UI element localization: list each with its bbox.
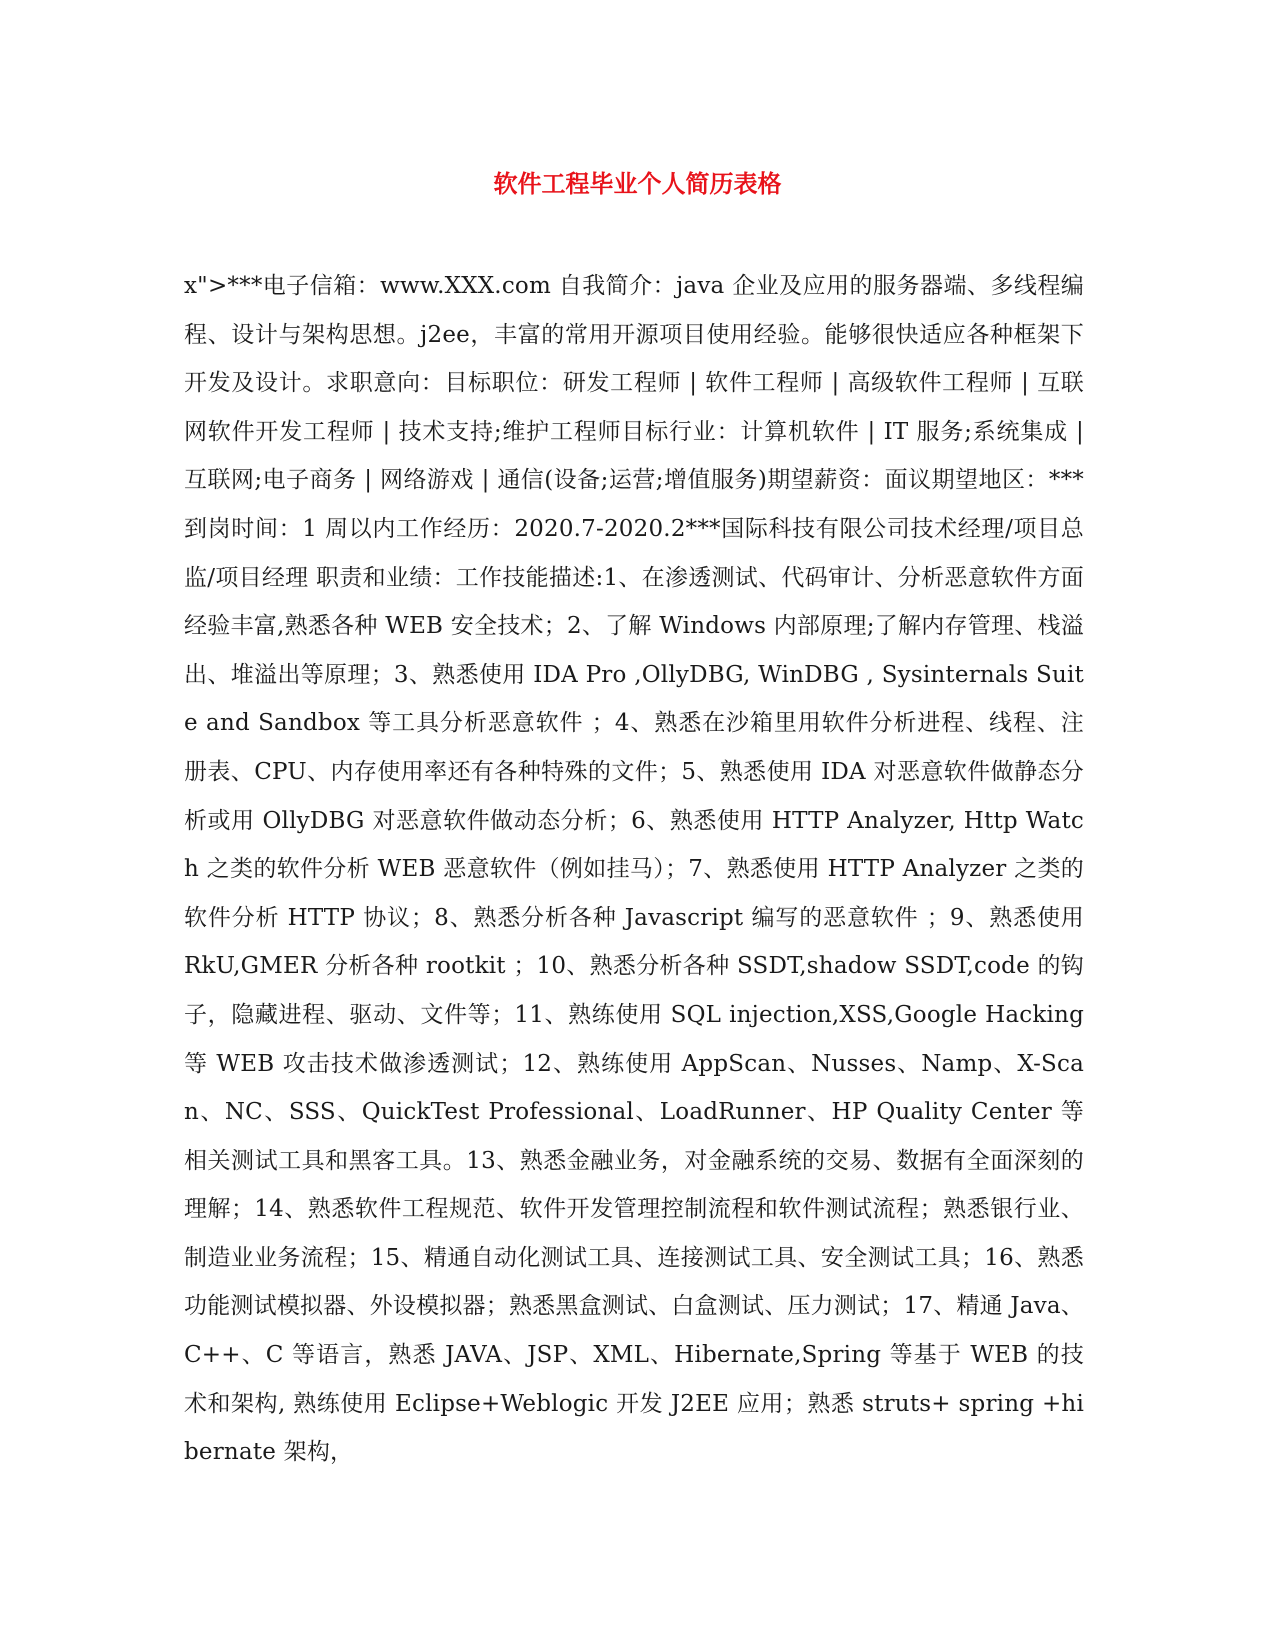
document-title: 软件工程毕业个人简历表格 bbox=[493, 169, 782, 198]
document-body-text: x">***电子信箱：www.XXX.com 自我简介：java 企业及应用的服务器端、多线程编程、设计与架构思想。j2ee，丰富的常用开源项目使用经验。能够很快适应各种框架下开发及设计。求职意向：目标职位：研发工程师 | 软件工程师 | 高级软件工程师 | 互联网软件开发工程师 | 技术支持;维护工程师目标行业：计算机软件 | IT 服务;系统集成 | 互联网;电子商务 | 网络游戏 | 通信(设备;运营;增值服务)期望薪资：面议期望地区：***到岗时间：1 周以内工作经历：2020.7-2020.2***国际科技有限公司技术经理/项目总监/项目经理 职责和业绩：工作技能描述:1、在渗透测试、代码审计、分析恶意软件方面经验丰富,熟悉各种 WEB 安全技术；2、了解 Windows 内部原理;了解内存管理、栈溢出、堆溢出等原理；3、熟悉使用 IDA Pro ,OllyDBG, WinDBG , Sysinternals Suite and Sandbox 等工具分析恶意软件 ；4、熟悉在沙箱里用软件分析进程、线程、注册表、CPU、内存使用率还有各种特殊的文件；5、熟悉使用 IDA 对恶意软件做静态分析或用 OllyDBG 对恶意软件做动态分析；6、熟悉使用 HTTP Analyzer, Http Watch 之类的软件分析 WEB 恶意软件（例如挂马）；7、熟悉使用 HTTP Analyzer 之类的软件分析 HTTP 协议；8、熟悉分析各种 Javascript 编写的恶意软件 ；9、熟悉使用 RkU,GMER 分析各种 rootkit ；10、熟悉分析各种 SSDT,shadow SSDT,code 的钩子，隐藏进程、驱动、文件等；11、熟练使用 SQL injection,XSS,Google Hacking 等 WEB 攻击技术做渗透测试；12、熟练使用 AppScan、Nusses、Namp、X-Scan、NC、SSS、QuickTest Professional、LoadRunner、HP Quality Center 等相关测试工具和黑客工具。13、熟悉金融业务，对金融系统的交易、数据有全面深刻的理解；14、熟悉软件工程规范、软件开发管理控制流程和软件测试流程；熟悉银行业、制造业业务流程；15、精通自动化测试工具、连接测试工具、安全测试工具；16、熟悉功能测试模拟器、外设模拟器；熟悉黑盒测试、白盒测试、压力测试；17、精通 Java、C++、C 等语言，熟悉 JAVA、JSP、XML、Hibernate,Spring 等基于 WEB 的技术和架构, 熟练使用 Eclipse+Weblogic 开发 J2EE 应用；熟悉 struts+ spring +hibernate 架构， bbox=[184, 273, 1084, 1466]
